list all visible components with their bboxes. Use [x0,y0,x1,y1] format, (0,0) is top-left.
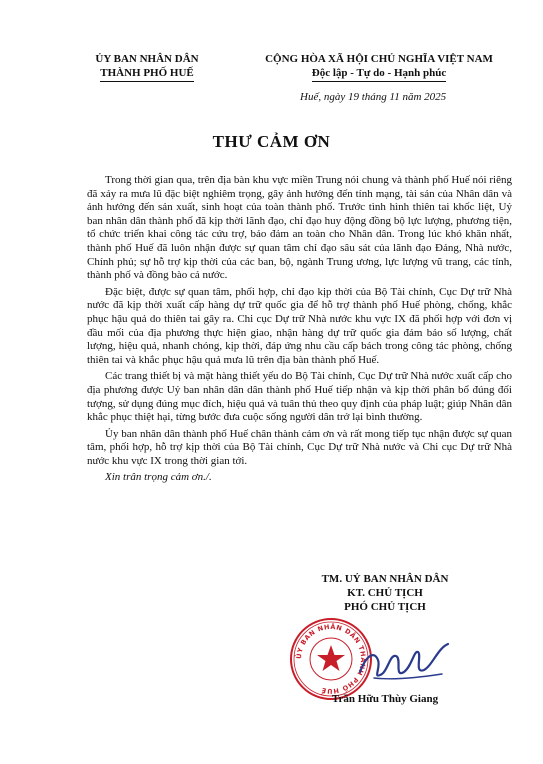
seal-ring-text: ỦY BAN NHÂN DÂN THÀNH PHỐ HUẾ [294,622,368,696]
issuer-line-2: THÀNH PHỐ HUẾ [100,66,194,82]
signature-block [300,572,470,614]
issuer-line-1: ỦY BAN NHÂN DÂN [95,53,199,65]
document-date: Huế, ngày 19 tháng 11 năm 2025 [300,91,447,103]
paragraph: Các trang thiết bị và mặt hàng thiết yếu do Bộ Tài chính, Cục Dự trữ Nhà nước xuất cấp cho địa phương được Uỷ ban nhân dân dân thành phố Huế tiếp nhận và kịp thời phân bổ đúng đối tượng, sử dụng đúng mục đích, hiệu quả và tuân thủ theo quy định của pháp luật; giúp Nhân dân khắc phục thiệt hại, từng bước đưa cuộc sống người dân trở lại bình thường. [87,370,512,424]
sign-line-2: KT. CHỦ TỊCH [347,587,423,599]
paragraph: Đặc biệt, được sự quan tâm, phối hợp, chỉ đạo kịp thời của Bộ Tài chính, Cục Dự trữ Nhà nước đã kịp thời xuất cấp hàng dự trữ quốc gia để hỗ trợ thành phố Huế phòng, chống, khắc phục hậu quả do thiên tai gây ra. Chi cục Dự trữ Nhà nước khu vực IX đã phối hợp với đơn vị đầu mối của địa phương thực hiện giao, nhận hàng dự trữ quốc gia đảm bảo số lượng, chất lượng, hiệu quả, nhanh chóng, kịp thời, đáp ứng nhu cầu cấp bách trong công tác phòng, chống thiên tai và khắc phục hậu quả mưa lũ trên địa bàn thành phố Huế. [87,285,512,366]
letter-body [87,174,512,488]
national-title: CỘNG HÒA XÃ HỘI CHỦ NGHĨA VIỆT NAM [265,53,493,65]
closing-line: Xin trân trọng cảm ơn./. [105,471,212,484]
national-header [248,52,510,82]
sign-line-1: TM. UỶ BAN NHÂN DÂN [321,573,449,585]
national-motto: Độc lập - Tự do - Hạnh phúc [312,66,446,82]
paragraph: Ủy ban nhân dân thành phố Huế chân thành cảm ơn và rất mong tiếp tục nhận được sự quan tâm, phối hợp, hỗ trợ kịp thời của Bộ Tài chính, Cục Dự trữ Nhà nước và Chi cục Dự trữ Nhà nước khu vực IX trong thời gian tới. [87,427,512,467]
sign-line-3: PHÓ CHỦ TỊCH [344,601,426,613]
document-title: THƯ CẢM ƠN [212,132,331,151]
issuer-header [88,52,206,82]
signer-name: Trần Hữu Thùy Giang [331,693,439,705]
handwritten-signature-icon [352,630,462,690]
paragraph: Trong thời gian qua, trên địa bàn khu vực miền Trung nói chung và thành phố Huế nói riêng đã xảy ra mưa lũ đặc biệt nghiêm trọng, gây ảnh hưởng đến tính mạng, tài sản của Nhân dân và ảnh hưởng đến sản xuất, sinh hoạt của toàn thành phố. Trước tình hình thiên tai khốc liệt, Uỷ ban nhân dân thành phố đã kịp thời lãnh đạo, chỉ đạo huy động đồng bộ lực lượng, phương tiện, tổ chức triển khai công tác cứu trợ, bảo đảm an toàn cho Nhân dân. Trong lúc khó khăn nhất, thành phố Huế đã luôn nhận được sự quan tâm chỉ đạo sâu sát của lãnh đạo Đảng, Nhà nước, Chính phủ; sự hỗ trợ kịp thời của các ban, bộ, ngành Trung ương, lực lượng vũ trang, các tỉnh, thành phố và đồng bào cả nước. [87,174,512,282]
